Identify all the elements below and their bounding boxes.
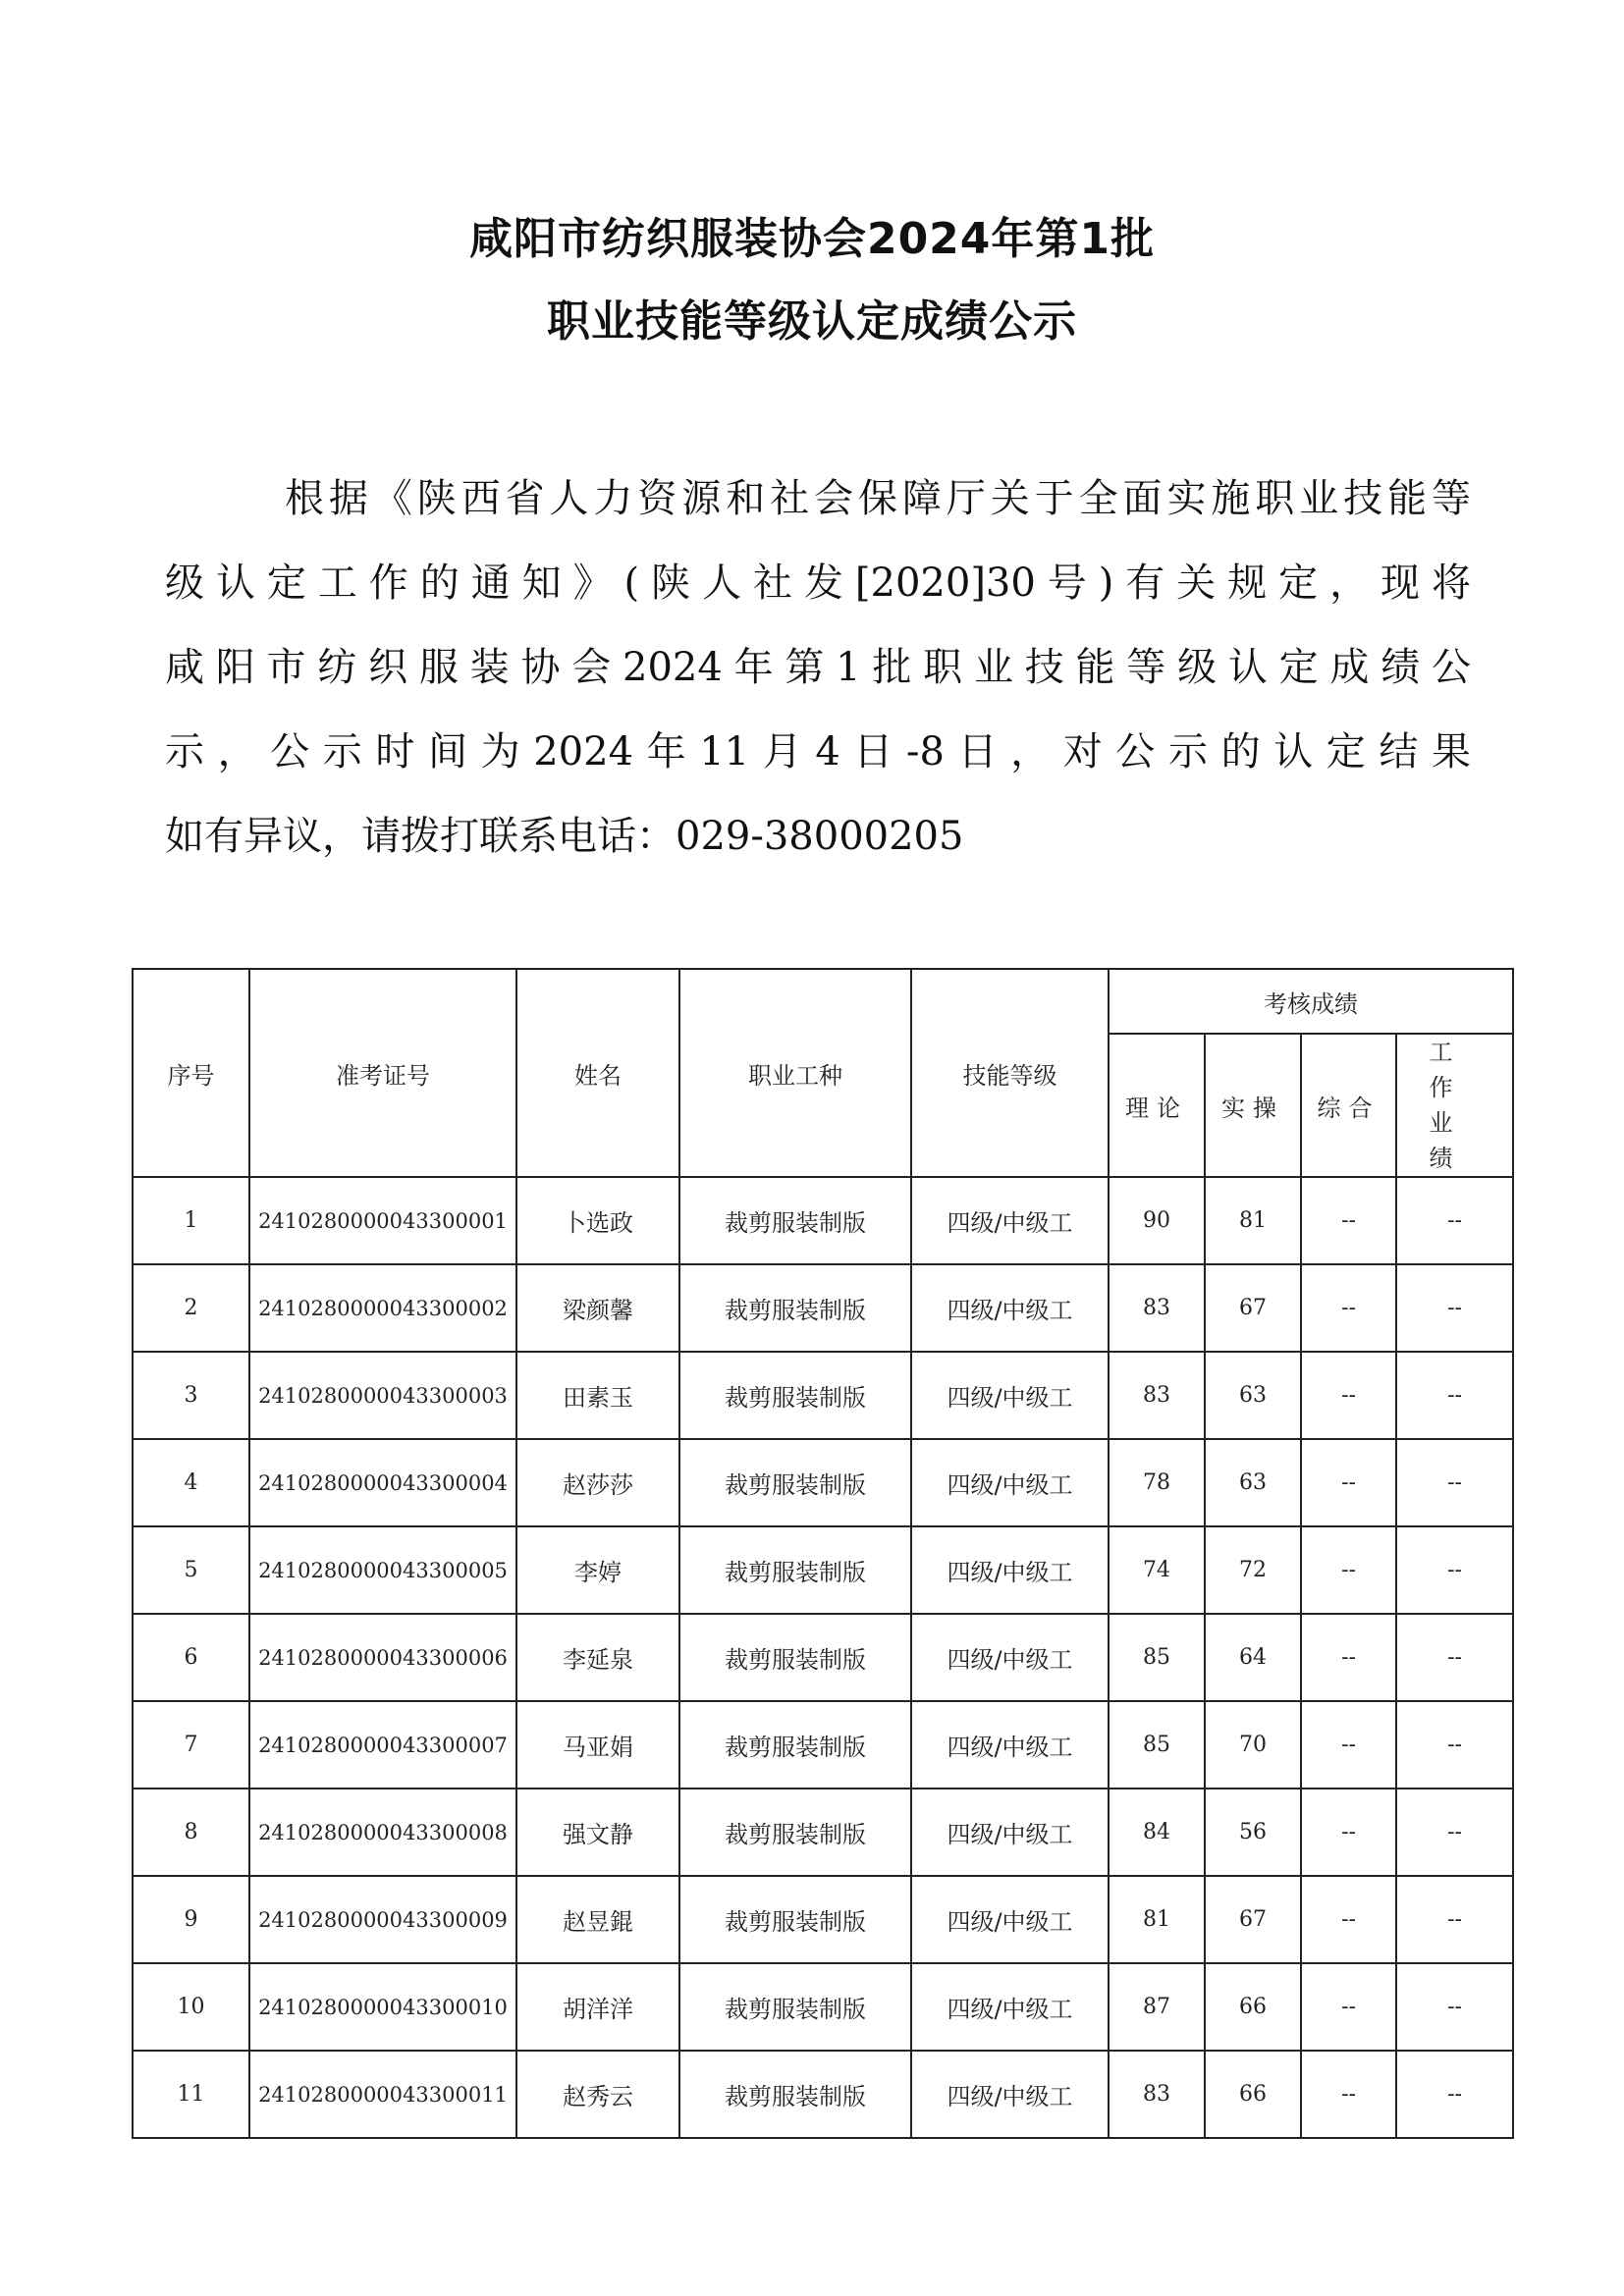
cell-occupation: 裁剪服装制版 bbox=[679, 1177, 911, 1264]
table-row bbox=[133, 1963, 1513, 2051]
cell-ticket-number: 2410280000043300002 bbox=[249, 1264, 516, 1352]
cell-practice-score: 67 bbox=[1205, 1876, 1301, 1963]
cell-theory-score: 83 bbox=[1109, 1352, 1205, 1439]
cell-name: 赵昱錕 bbox=[516, 1876, 679, 1963]
cell-serial-number: 9 bbox=[133, 1876, 249, 1963]
cell-name: 田素玉 bbox=[516, 1352, 679, 1439]
header-work-performance: 工作业绩 bbox=[1429, 1039, 1481, 1172]
cell-practice-score: 72 bbox=[1205, 1526, 1301, 1614]
cell-practice-score: 64 bbox=[1205, 1614, 1301, 1701]
cell-serial-number: 2 bbox=[133, 1264, 249, 1352]
table-row bbox=[133, 1701, 1513, 1789]
cell-theory-score: 85 bbox=[1109, 1614, 1205, 1701]
cell-serial-number: 8 bbox=[133, 1789, 249, 1876]
cell-theory-score: 81 bbox=[1109, 1876, 1205, 1963]
table-row bbox=[133, 1526, 1513, 1614]
cell-theory-score: 78 bbox=[1109, 1439, 1205, 1526]
table-row bbox=[133, 1876, 1513, 1963]
cell-overall-score: -- bbox=[1301, 1963, 1396, 2051]
body-text-line-1: 根据《陕西省人力资源和社会保障厅关于全面实施职业技能等 bbox=[285, 476, 1471, 521]
cell-work-performance: -- bbox=[1396, 1963, 1513, 2051]
cell-ticket-number: 2410280000043300011 bbox=[249, 2051, 516, 2138]
cell-skill-level: 四级/中级工 bbox=[911, 1526, 1109, 1614]
table-row bbox=[133, 2051, 1513, 2138]
cell-overall-score: -- bbox=[1301, 2051, 1396, 2138]
cell-ticket-number: 2410280000043300007 bbox=[249, 1701, 516, 1789]
cell-practice-score: 56 bbox=[1205, 1789, 1301, 1876]
cell-ticket-number: 2410280000043300006 bbox=[249, 1614, 516, 1701]
cell-serial-number: 7 bbox=[133, 1701, 249, 1789]
cell-ticket-number: 2410280000043300004 bbox=[249, 1439, 516, 1526]
cell-practice-score: 66 bbox=[1205, 1963, 1301, 2051]
cell-serial-number: 1 bbox=[133, 1177, 249, 1264]
cell-occupation: 裁剪服装制版 bbox=[679, 1526, 911, 1614]
cell-practice-score: 63 bbox=[1205, 1352, 1301, 1439]
cell-name: 李婷 bbox=[516, 1526, 679, 1614]
header-overall: 综合 bbox=[1301, 1034, 1396, 1177]
cell-name: 卜选政 bbox=[516, 1177, 679, 1264]
header-theory: 理论 bbox=[1109, 1034, 1205, 1177]
table-row bbox=[133, 1352, 1513, 1439]
header-ticket-number: 准考证号 bbox=[249, 969, 516, 1177]
cell-skill-level: 四级/中级工 bbox=[911, 1264, 1109, 1352]
cell-skill-level: 四级/中级工 bbox=[911, 1963, 1109, 2051]
cell-occupation: 裁剪服装制版 bbox=[679, 1876, 911, 1963]
cell-practice-score: 81 bbox=[1205, 1177, 1301, 1264]
cell-occupation: 裁剪服装制版 bbox=[679, 1614, 911, 1701]
cell-serial-number: 10 bbox=[133, 1963, 249, 2051]
cell-skill-level: 四级/中级工 bbox=[911, 1177, 1109, 1264]
header-assessment-scores: 考核成绩 bbox=[1109, 969, 1513, 1034]
cell-theory-score: 85 bbox=[1109, 1701, 1205, 1789]
cell-serial-number: 4 bbox=[133, 1439, 249, 1526]
body-text-line-5: 如有异议，请拨打联系电话：029-38000205 bbox=[165, 814, 964, 859]
cell-work-performance: -- bbox=[1396, 1789, 1513, 1876]
cell-practice-score: 70 bbox=[1205, 1701, 1301, 1789]
cell-practice-score: 66 bbox=[1205, 2051, 1301, 2138]
score-table-header bbox=[133, 969, 1513, 1177]
header-practice: 实操 bbox=[1205, 1034, 1301, 1177]
table-row bbox=[133, 1177, 1513, 1264]
cell-name: 梁颜馨 bbox=[516, 1264, 679, 1352]
cell-ticket-number: 2410280000043300003 bbox=[249, 1352, 516, 1439]
cell-ticket-number: 2410280000043300009 bbox=[249, 1876, 516, 1963]
cell-work-performance: -- bbox=[1396, 2051, 1513, 2138]
cell-theory-score: 83 bbox=[1109, 1264, 1205, 1352]
cell-overall-score: -- bbox=[1301, 1789, 1396, 1876]
cell-overall-score: -- bbox=[1301, 1876, 1396, 1963]
document-title-line-2: 职业技能等级认定成绩公示 bbox=[547, 296, 1077, 347]
cell-overall-score: -- bbox=[1301, 1264, 1396, 1352]
table-row bbox=[133, 1439, 1513, 1526]
score-table bbox=[132, 968, 1514, 2139]
cell-overall-score: -- bbox=[1301, 1177, 1396, 1264]
cell-work-performance: -- bbox=[1396, 1526, 1513, 1614]
header-work-performance-cell bbox=[1396, 1034, 1513, 1177]
table-row bbox=[133, 1614, 1513, 1701]
header-skill-level: 技能等级 bbox=[911, 969, 1109, 1177]
cell-work-performance: -- bbox=[1396, 1439, 1513, 1526]
cell-theory-score: 90 bbox=[1109, 1177, 1205, 1264]
table-row bbox=[133, 1789, 1513, 1876]
cell-practice-score: 67 bbox=[1205, 1264, 1301, 1352]
cell-occupation: 裁剪服装制版 bbox=[679, 1264, 911, 1352]
cell-serial-number: 3 bbox=[133, 1352, 249, 1439]
cell-ticket-number: 2410280000043300001 bbox=[249, 1177, 516, 1264]
cell-name: 赵秀云 bbox=[516, 2051, 679, 2138]
body-text-line-2: 级认定工作的通知》(陕人社发[2020]30号)有关规定，现将 bbox=[165, 561, 1471, 606]
cell-skill-level: 四级/中级工 bbox=[911, 1439, 1109, 1526]
cell-ticket-number: 2410280000043300010 bbox=[249, 1963, 516, 2051]
cell-work-performance: -- bbox=[1396, 1614, 1513, 1701]
document-title-line-1: 咸阳市纺织服装协会2024年第1批 bbox=[468, 214, 1156, 264]
cell-ticket-number: 2410280000043300008 bbox=[249, 1789, 516, 1876]
cell-occupation: 裁剪服装制版 bbox=[679, 1439, 911, 1526]
cell-name: 马亚娟 bbox=[516, 1701, 679, 1789]
table-row bbox=[133, 1264, 1513, 1352]
cell-occupation: 裁剪服装制版 bbox=[679, 1789, 911, 1876]
body-text-line-3: 咸阳市纺织服装协会2024年第1批职业技能等级认定成绩公 bbox=[165, 645, 1471, 690]
header-name: 姓名 bbox=[516, 969, 679, 1177]
cell-skill-level: 四级/中级工 bbox=[911, 2051, 1109, 2138]
cell-name: 李延泉 bbox=[516, 1614, 679, 1701]
cell-work-performance: -- bbox=[1396, 1264, 1513, 1352]
cell-name: 赵莎莎 bbox=[516, 1439, 679, 1526]
cell-serial-number: 6 bbox=[133, 1614, 249, 1701]
cell-ticket-number: 2410280000043300005 bbox=[249, 1526, 516, 1614]
cell-overall-score: -- bbox=[1301, 1352, 1396, 1439]
cell-occupation: 裁剪服装制版 bbox=[679, 1701, 911, 1789]
cell-work-performance: -- bbox=[1396, 1876, 1513, 1963]
cell-overall-score: -- bbox=[1301, 1526, 1396, 1614]
cell-theory-score: 83 bbox=[1109, 2051, 1205, 2138]
cell-practice-score: 63 bbox=[1205, 1439, 1301, 1526]
header-serial-number: 序号 bbox=[133, 969, 249, 1177]
cell-theory-score: 87 bbox=[1109, 1963, 1205, 2051]
cell-skill-level: 四级/中级工 bbox=[911, 1352, 1109, 1439]
body-text-line-4: 示，公示时间为2024年11月4日-8日，对公示的认定结果 bbox=[165, 729, 1471, 774]
cell-theory-score: 84 bbox=[1109, 1789, 1205, 1876]
cell-overall-score: -- bbox=[1301, 1439, 1396, 1526]
cell-occupation: 裁剪服装制版 bbox=[679, 2051, 911, 2138]
cell-work-performance: -- bbox=[1396, 1701, 1513, 1789]
cell-theory-score: 74 bbox=[1109, 1526, 1205, 1614]
cell-serial-number: 11 bbox=[133, 2051, 249, 2138]
cell-name: 强文静 bbox=[516, 1789, 679, 1876]
cell-serial-number: 5 bbox=[133, 1526, 249, 1614]
cell-skill-level: 四级/中级工 bbox=[911, 1789, 1109, 1876]
cell-occupation: 裁剪服装制版 bbox=[679, 1352, 911, 1439]
cell-occupation: 裁剪服装制版 bbox=[679, 1963, 911, 2051]
cell-overall-score: -- bbox=[1301, 1614, 1396, 1701]
cell-overall-score: -- bbox=[1301, 1701, 1396, 1789]
cell-skill-level: 四级/中级工 bbox=[911, 1701, 1109, 1789]
cell-work-performance: -- bbox=[1396, 1352, 1513, 1439]
cell-name: 胡洋洋 bbox=[516, 1963, 679, 2051]
cell-skill-level: 四级/中级工 bbox=[911, 1876, 1109, 1963]
header-occupation: 职业工种 bbox=[679, 969, 911, 1177]
cell-skill-level: 四级/中级工 bbox=[911, 1614, 1109, 1701]
score-table-body bbox=[133, 1177, 1513, 2138]
cell-work-performance: -- bbox=[1396, 1177, 1513, 1264]
